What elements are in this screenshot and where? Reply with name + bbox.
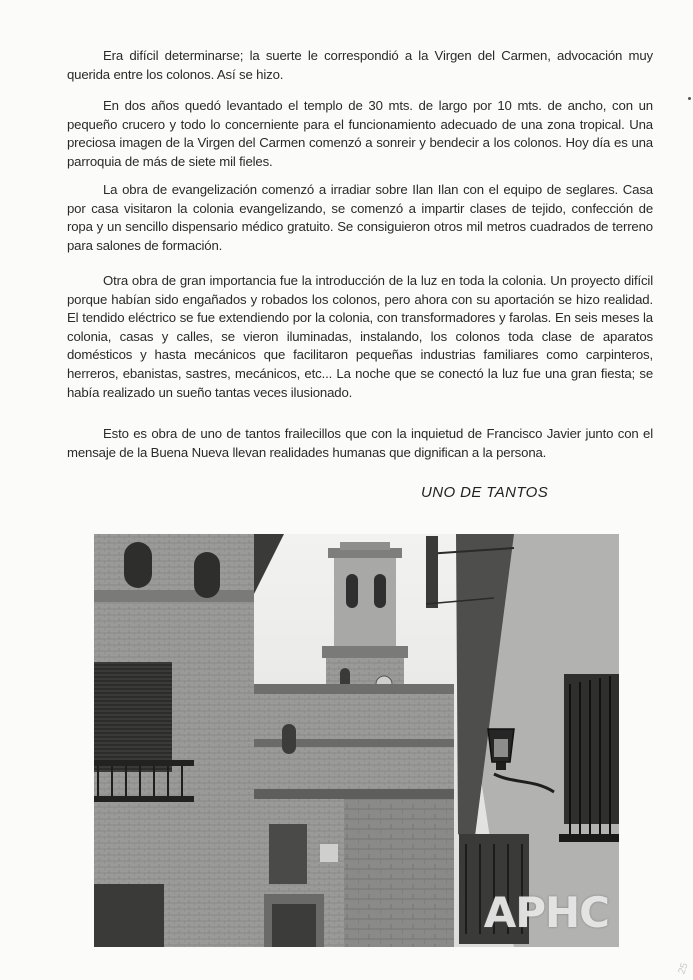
paragraph-3: La obra de evangelización comenzó a irradiar sobre Ilan Ilan con el equipo de seglares. Casa por casa visitaron la colonia evangelizando, se comenzó a impartir clases de tejido, confección de ropa y un sencillo dispensario médico gratuito. Se consiguieron otros mil metros cuadrados de terreno para salones de formación. — [67, 182, 653, 253]
paragraph-4: Otra obra de gran importancia fue la introducción de la luz en toda la colonia. Un proyecto difícil porque habían sido engañados y robados los colonos, pero ahora con su aportación se hizo realidad. El tendido eléctrico se fue extendiendo por la colonia, con transformadores y farolas. En seis meses la colonia, casas y calles, se vieron iluminadas, instalando, los colonos toda clase de aparatos domésticos y hasta mecánicos que facilitaron pequeñas industrias familiares como carpinteros, herreros, ebanistas, sastres, mecánicos, etc... La noche que se conectó la luz fue una gran fiesta; se había realizado un sueño tantas veces ilusionado. — [67, 273, 653, 400]
paragraph-2: En dos años quedó levantado el templo de 30 mts. de largo por 10 mts. de ancho, con un pequeño crucero y todo lo concerniente para el funcionamiento adecuado de una zona tropical. Una preciosa imagen de la Virgen del Carmen comenzó a sonreir y bendecir a los colonos. Hoy día es una parroquia de más de siete mil fieles. — [67, 98, 653, 169]
church-street-photo — [94, 534, 619, 947]
author-signature: UNO DE TANTOS — [421, 484, 549, 501]
archive-watermark: APHC — [483, 888, 609, 937]
photo-illustration — [94, 534, 619, 947]
page-number-mark: 25 — [676, 961, 691, 976]
church-facade — [244, 684, 454, 947]
scan-speck — [688, 97, 691, 100]
paragraph-1: Era difícil determinarse; la suerte le correspondió a la Virgen del Carmen, advocación muy querida entre los colonos. Así se hizo. — [67, 48, 653, 82]
right-buildings — [456, 534, 619, 947]
paragraph-5: Esto es obra de uno de tantos frailecillos que con la inquietud de Francisco Javier junto con el mensaje de la Buena Nueva llevan realidades humanas que dignifican a la persona. — [67, 426, 653, 460]
